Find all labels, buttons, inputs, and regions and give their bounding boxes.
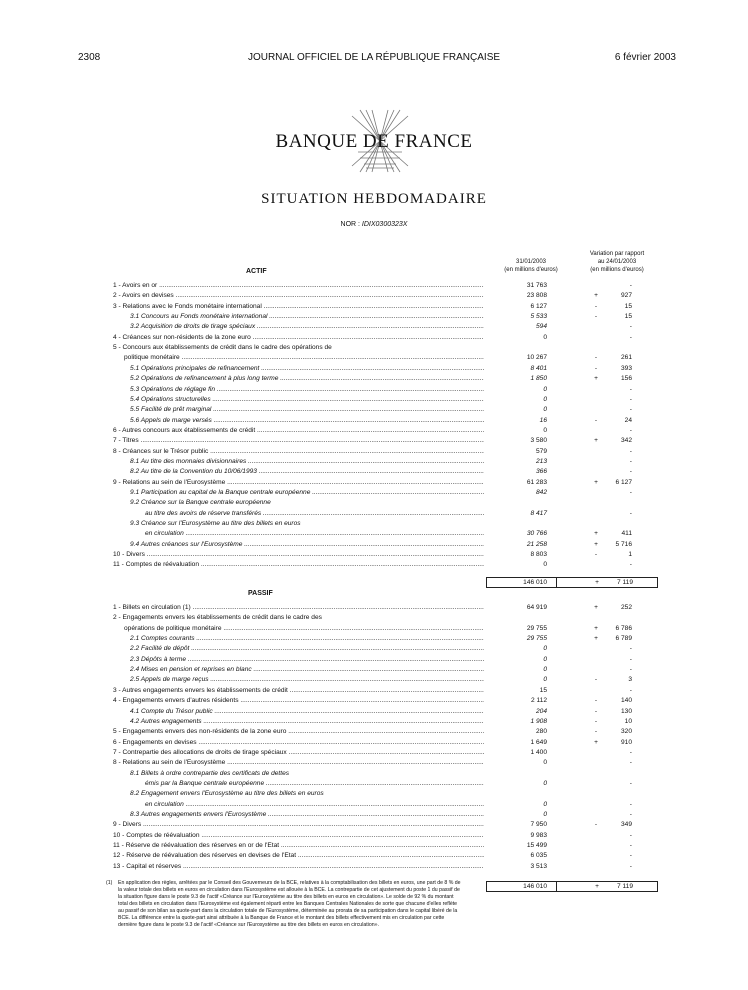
table-row (0, 529, 748, 539)
table-row (0, 416, 748, 426)
row-label: 13 - Capital et réserves ..... (113, 862, 484, 872)
row-label: 2 - Engagements envers les établissements de crédit dans le cadre des (113, 614, 322, 622)
row-variation: - (629, 489, 632, 496)
row-value: 0 (543, 759, 547, 767)
table-row (0, 727, 748, 737)
row-label: 7 - Contrepartie des allocations de droits de tirage spéciaux ..... (113, 748, 484, 758)
row-value: 0 (543, 395, 547, 403)
row-value: 21 258 (526, 540, 547, 548)
row-value: 31 763 (526, 282, 547, 289)
row-value: 0 (543, 779, 547, 787)
row-variation: - (629, 779, 632, 787)
row-label: 9 - Divers ..... (113, 820, 484, 830)
row-label: 5 - Engagements envers des non-résidents de la zone euro ..... (113, 727, 484, 737)
row-value: 8 803 (530, 551, 547, 559)
row-value: 6 035 (530, 852, 547, 860)
row-variation-sign: + (594, 530, 598, 538)
logo-text: BANQUE DE FRANCE (275, 131, 473, 152)
row-variation: 261 (620, 354, 632, 362)
row-label: 11 - Comptes de réévaluation ..... (113, 560, 484, 570)
row-value: 579 (535, 447, 547, 455)
table-row (0, 353, 748, 363)
row-label: 5.1 Opérations principales de refinancement ..... (130, 364, 484, 374)
row-value: 64 919 (526, 604, 547, 611)
table-row (0, 810, 748, 820)
actif-total-sign: + (595, 579, 599, 586)
row-label: 2 - Avoirs en devises ..... (113, 291, 484, 301)
total-divider (556, 578, 557, 587)
table-row (0, 603, 748, 613)
row-label: politique monétaire ..... (124, 353, 484, 363)
row-variation: - (629, 759, 632, 767)
row-value: 0 (543, 426, 547, 434)
row-variation-sign: + (594, 738, 598, 746)
row-value: 16 (539, 416, 547, 424)
column-header-variation-line1: Variation par rapport (589, 251, 645, 257)
table-row (0, 862, 748, 872)
table-row (0, 519, 748, 529)
row-variation: 393 (620, 364, 632, 372)
column-header-variation-line2: au 24/01/2003 (597, 259, 637, 265)
section-title-passif: PASSIF (248, 590, 273, 597)
row-variation: - (629, 282, 632, 289)
row-variation: 349 (620, 821, 632, 829)
column-header-variation (574, 250, 660, 274)
row-value: 1 850 (530, 375, 547, 383)
row-label: 6 - Engagements en devises ..... (113, 738, 484, 748)
table-row (0, 488, 748, 498)
row-variation-sign: + (594, 624, 598, 632)
row-variation: - (629, 645, 632, 653)
row-value: 5 533 (530, 313, 547, 321)
row-variation-sign: + (594, 635, 598, 643)
row-label: 10 - Divers ..... (113, 550, 484, 560)
table-row (0, 498, 748, 508)
row-variation: 910 (620, 738, 632, 746)
row-label: 6 - Autres concours aux établissements de crédit ..... (113, 426, 484, 436)
row-variation: 140 (620, 697, 632, 705)
row-variation: - (629, 406, 632, 414)
row-variation: - (629, 561, 632, 569)
row-variation: 3 (628, 676, 632, 684)
row-variation: - (629, 426, 632, 434)
row-variation-sign: - (594, 697, 598, 705)
row-variation: 6 786 (615, 624, 632, 632)
row-value: 29 755 (526, 624, 547, 632)
row-value: 1 908 (530, 717, 547, 725)
table-row (0, 385, 748, 395)
row-variation: 10 (624, 717, 632, 725)
row-label: 3.2 Acquisition de droits de tirage spéciaux ..... (130, 322, 484, 332)
row-value: 3 580 (530, 437, 547, 445)
row-variation: 6 789 (615, 635, 632, 643)
footnote (106, 880, 648, 929)
row-label: 5.2 Opérations de refinancement à plus long terme ..... (130, 374, 484, 384)
footnote-mark: (1) (106, 880, 113, 886)
table-row (0, 769, 748, 779)
row-label: 8.1 Au titre des monnaies divisionnaires ..... (130, 457, 484, 467)
row-variation: 24 (624, 416, 632, 424)
table-row (0, 447, 748, 457)
passif-total-variation: 7 119 (616, 883, 633, 890)
table-row (0, 820, 748, 830)
row-variation-sign: - (594, 676, 598, 684)
row-variation: 342 (620, 437, 632, 445)
row-variation: 411 (621, 530, 632, 538)
row-variation: - (629, 842, 632, 850)
row-value: 0 (543, 811, 547, 818)
row-variation: 1 (628, 551, 632, 559)
row-value: 7 950 (530, 821, 547, 829)
page-title: SITUATION HEBDOMADAIRE (261, 191, 487, 207)
row-label: 4 - Engagements envers d'autres résidents ..... (113, 696, 484, 706)
row-label: 1 - Avoirs en or ..... (113, 281, 484, 291)
table-row (0, 644, 748, 654)
table-row (0, 851, 748, 861)
row-variation: - (629, 333, 632, 341)
row-label: 3 - Autres engagements envers les établissements de crédit ..... (113, 686, 484, 696)
row-value: 23 808 (526, 292, 547, 300)
row-value: 15 (539, 686, 547, 694)
passif-total-value: 146 010 (523, 883, 547, 890)
row-value: 8 417 (530, 509, 547, 517)
row-label: 11 - Réserve de réévaluation des réserves en or de l'Etat ..... (113, 841, 484, 851)
table-row (0, 665, 748, 675)
table-row (0, 333, 748, 343)
row-variation: - (629, 509, 632, 517)
row-variation: - (629, 800, 632, 808)
row-value: 61 283 (526, 478, 547, 486)
row-value: 280 (535, 728, 547, 736)
row-label: 8.2 Au titre de la Convention du 10/06/1993 ..... (130, 467, 484, 477)
row-label: 8 - Créances sur le Trésor public ..... (113, 447, 484, 457)
actif-total-variation: 7 119 (616, 579, 633, 586)
row-label: 12 - Réserve de réévaluation des réserves en devises de l'Etat ..... (113, 851, 484, 861)
row-label: 4.1 Compte du Trésor public ..... (130, 707, 484, 717)
table-row (0, 405, 748, 415)
row-value: 594 (535, 323, 547, 331)
row-variation: - (629, 468, 632, 476)
section-title-actif: ACTIF (246, 268, 267, 275)
row-variation-sign: - (594, 354, 598, 362)
row-variation: - (629, 831, 632, 839)
table-row (0, 717, 748, 727)
row-value: 29 755 (526, 635, 547, 643)
row-value: 15 499 (526, 842, 547, 850)
table-row (0, 789, 748, 799)
table-row (0, 426, 748, 436)
row-label: 4.2 Autres engagements ..... (130, 717, 484, 727)
row-variation: 320 (620, 728, 632, 736)
row-label: 9.1 Participation au capital de la Banque centrale européenne ..... (130, 488, 484, 498)
row-label: en circulation ..... (145, 529, 484, 539)
row-variation-sign: - (594, 313, 598, 321)
table-row (0, 841, 748, 851)
row-variation: 130 (620, 707, 632, 715)
table-row (0, 758, 748, 768)
table-row (0, 467, 748, 477)
row-label: 3.1 Concours au Fonds monétaire international ..... (130, 312, 484, 322)
table-row (0, 624, 748, 634)
row-variation: - (629, 666, 632, 674)
row-value: 1 400 (530, 748, 547, 756)
table-row (0, 509, 748, 519)
column-header-date (491, 258, 571, 274)
table-row (0, 540, 748, 550)
row-variation: - (629, 457, 632, 465)
row-variation-sign: - (594, 416, 598, 424)
row-variation-sign: - (594, 821, 598, 829)
table-row (0, 322, 748, 332)
row-label: 2.1 Comptes courants ..... (130, 634, 484, 644)
row-value: 1 649 (530, 738, 547, 746)
row-label: en circulation ..... (145, 800, 484, 810)
row-variation-sign: + (594, 292, 598, 300)
row-label: 5.5 Facilité de prêt marginal ..... (130, 405, 484, 415)
row-variation: - (629, 811, 632, 818)
row-value: 366 (535, 468, 547, 476)
row-variation-sign: - (594, 707, 598, 715)
table-row (0, 779, 748, 789)
row-variation-sign: - (594, 364, 598, 372)
nor-value: IDIX0300323X (361, 221, 408, 228)
row-label: 8.3 Autres engagements envers l'Eurosystème ..... (130, 810, 484, 820)
table-row (0, 696, 748, 706)
row-variation: - (629, 862, 632, 870)
table-row (0, 312, 748, 322)
row-variation-sign: + (594, 437, 598, 445)
row-variation: - (629, 323, 632, 331)
table-row (0, 675, 748, 685)
row-value: 0 (543, 676, 547, 684)
table-row (0, 478, 748, 488)
row-label: 9.3 Créance sur l'Eurosystème au titre des billets en euros (130, 520, 301, 528)
table-row (0, 343, 748, 353)
row-variation: 156 (620, 375, 632, 383)
table-row (0, 550, 748, 560)
actif-total-box (486, 577, 658, 588)
row-label: 1 - Billets en circulation (1) ..... (113, 603, 484, 613)
row-label: 2.3 Dépôts à terme ..... (130, 655, 484, 665)
row-label: 9 - Relations au sein de l'Eurosystème ..... (113, 478, 484, 488)
row-label: émis par la Banque centrale européenne ..... (145, 779, 484, 789)
actif-total-value: 146 010 (523, 579, 547, 586)
publication-date: 6 février 2003 (614, 52, 676, 63)
row-value: 6 127 (530, 302, 547, 310)
row-value: 30 766 (526, 530, 547, 538)
column-header-date-line: 31/01/2003 (515, 259, 547, 265)
row-label: 5.6 Appels de marge versés ..... (130, 416, 484, 426)
table-row (0, 395, 748, 405)
column-header-date-unit: (en millions d'euros) (504, 267, 558, 273)
table-row (0, 281, 748, 291)
table-row (0, 748, 748, 758)
table-row (0, 436, 748, 446)
page-number: 2308 (78, 52, 101, 63)
table-row (0, 364, 748, 374)
row-label: 4 - Créances sur non-résidents de la zone euro ..... (113, 333, 484, 343)
row-value: 0 (543, 800, 547, 808)
row-variation-sign: + (594, 375, 598, 383)
row-label: 10 - Comptes de réévaluation ..... (113, 831, 484, 841)
row-value: 9 983 (530, 831, 547, 839)
row-variation: 6 127 (615, 478, 632, 486)
row-value: 2 112 (530, 697, 547, 705)
row-value: 204 (535, 707, 547, 715)
row-value: 0 (543, 666, 547, 674)
table-row (0, 738, 748, 748)
row-variation-sign: + (594, 540, 598, 548)
row-value: 0 (543, 385, 547, 393)
row-variation: - (629, 655, 632, 663)
row-label: 8.1 Billets à ordre contrepartie des certificats de dettes (130, 769, 290, 777)
footnote-text: En application des règles, arrêtées par le Conseil des Gouverneurs de la BCE, relatives à la comptabilisation des billets en euros, une part de 8 % de la valeur totale des billets en euros en circulation dans l'Eurosystème est allouée à la BCE. La contrepartie de cet ajustement du poste 1 du passif de la situation figure dans le poste 9.3 de l'actif «Créance sur l'Eurosystème au titre des billets en euros en circulation». Le solde de 92 % du montant total des billets en circulation dans l'Eurosystème est également réparti entre les Banques Centrales Nationales de sorte que chacune d'elles reflète au passif de son bilan sa quote-part dans la circulation totale de l'Eurosystème, déterminée au prorata de sa participation dans le capital libéré de la BCE. La différence entre la quote-part ainsi attribuée à la Banque de France et le montant des billets effectivement mis en circulation par cette dernière figure dans le poste 9.3 de l'actif «Créance sur l'Eurosystème au titre des billets en euros en circulation». (118, 880, 461, 928)
table-row (0, 613, 748, 623)
row-label: 8 - Relations au sein de l'Eurosystème ..... (113, 758, 484, 768)
row-value: 10 267 (526, 354, 547, 362)
row-value: 0 (543, 645, 547, 653)
row-variation: - (629, 447, 632, 455)
row-variation: 5 716 (615, 540, 632, 548)
row-label: 2.4 Mises en pension et reprises en blanc ..... (130, 665, 484, 675)
row-variation: - (629, 395, 632, 403)
row-label: 9.4 Autres créances sur l'Eurosystème ..... (130, 540, 484, 550)
row-variation-sign: + (594, 478, 598, 486)
nor-reference (0, 221, 748, 228)
row-label: 8.2 Engagement envers l'Eurosystème au titre des billets en euros (130, 790, 324, 798)
table-row (0, 302, 748, 312)
table-row (0, 374, 748, 384)
row-label: 5.4 Opérations structurelles ..... (130, 395, 484, 405)
row-value: 0 (543, 406, 547, 414)
row-value: 0 (543, 561, 547, 569)
row-variation: 15 (624, 302, 632, 310)
row-variation: 927 (620, 292, 632, 300)
row-value: 0 (543, 655, 547, 663)
journal-title: JOURNAL OFFICIEL DE LA RÉPUBLIQUE FRANÇAISE (247, 52, 501, 63)
row-label: 7 - Titres ..... (113, 436, 484, 446)
row-variation-sign: - (594, 302, 598, 310)
row-variation-sign: + (594, 604, 598, 611)
row-value: 842 (535, 489, 547, 496)
row-variation: 252 (620, 604, 632, 611)
row-variation: - (629, 852, 632, 860)
table-row (0, 634, 748, 644)
row-label: 2.5 Appels de marge reçus ..... (130, 675, 484, 685)
row-label: 5.3 Opérations de réglage fin ..... (130, 385, 484, 395)
table-row (0, 457, 748, 467)
table-row (0, 800, 748, 810)
row-label: opérations de politique monétaire ..... (124, 624, 484, 634)
row-value: 213 (535, 457, 547, 465)
table-row (0, 686, 748, 696)
passif-total-sign: + (595, 883, 599, 890)
row-variation-sign: - (594, 717, 598, 725)
table-row (0, 655, 748, 665)
row-label: 9.2 Créance sur la Banque centrale européenne (130, 499, 271, 507)
row-label: 5 - Concours aux établissements de crédit dans le cadre des opérations de (113, 344, 332, 352)
row-variation-sign: - (594, 728, 598, 736)
row-label: 3 - Relations avec le Fonds monétaire international ..... (113, 302, 484, 312)
row-variation-sign: - (594, 551, 598, 559)
table-row (0, 291, 748, 301)
table-row (0, 831, 748, 841)
row-variation: 15 (624, 313, 632, 321)
table-row (0, 560, 748, 570)
row-value: 3 513 (530, 862, 547, 870)
row-label: au titre des avoirs de réserve transférés ..... (145, 509, 484, 519)
row-variation: - (629, 748, 632, 756)
row-value: 0 (543, 333, 547, 341)
row-value: 8 401 (530, 364, 547, 372)
nor-label: NOR : (340, 221, 360, 228)
table-row (0, 707, 748, 717)
column-header-variation-unit: (en millions d'euros) (590, 267, 644, 273)
row-variation: - (629, 686, 632, 694)
row-variation: - (629, 385, 632, 393)
row-label: 2.2 Facilité de dépôt ..... (130, 644, 484, 654)
